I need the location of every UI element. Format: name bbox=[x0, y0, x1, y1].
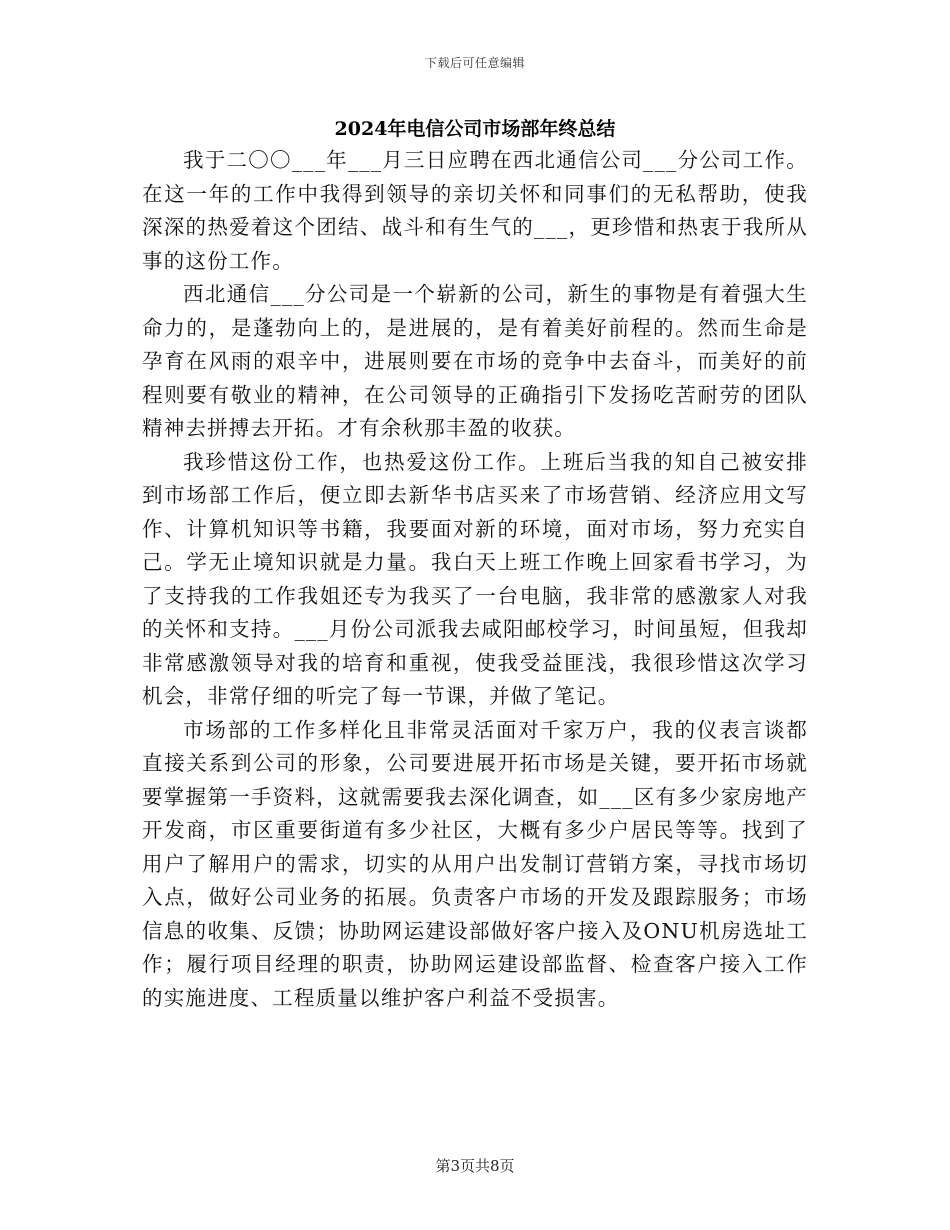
header-note: 下载后可任意编辑 bbox=[424, 56, 525, 70]
paragraph-3: 我珍惜这份工作，也热爱这份工作。上班后当我的知自己被安排到市场部工作后，便立即去新华书店买来了市场营销、经济应用文写作、计算机知识等书籍，我要面对新的环境，面对市场，努力充实自己。学无止境知识就是力量。我白天上班工作晚上回家看书学习，为了支持我的工作我姐还专为我买了一台电脑，我非常的感激家人对我的关怀和支持。___月份公司派我去咸阳邮校学习，时间虽短，但我却非常感激领导对我的培育和重视，使我受益匪浅，我很珍惜这次学习机会，非常仔细的听完了每一节课，并做了笔记。 bbox=[142, 449, 808, 708]
document-title: 2024年电信公司市场部年终总结 bbox=[334, 118, 616, 140]
paragraph-1: 我于二〇〇___年___月三日应聘在西北通信公司___分公司工作。在这一年的工作中我得到领导的亲切关怀和同事们的无私帮助，使我深深的热爱着这个团结、战斗和有生气的___，更珍惜和热衷于我所从事的这份工作。 bbox=[142, 148, 808, 273]
document-body bbox=[142, 144, 808, 1015]
paragraph-4: 市场部的工作多样化且非常灵活面对千家万户，我的仪表言谈都直接关系到公司的形象，公司要进展开拓市场是关键，要开拓市场就要掌握第一手资料，这就需要我去深化调查，如___区有多少家房地产开发商，市区重要街道有多少社区，大概有多少户居民等等。找到了用户了解用户的需求，切实的从用户出发制订营销方案，寻找市场切入点，做好公司业务的拓展。负责客户市场的开发及跟踪服务；市场信息的收集、反馈；协助网运建设部做好客户接入及ONU机房选址工作；履行项目经理的职责，协助网运建设部监督、检查客户接入工作的实施进度、工程质量以维护客户利益不受损害。 bbox=[142, 717, 808, 1010]
paragraph-2: 西北通信___分公司是一个崭新的公司，新生的事物是有着强大生命力的，是蓬勃向上的，是进展的，是有着美好前程的。然而生命是孕育在风雨的艰辛中，进展则要在市场的竞争中去奋斗，而美好的前程则要有敬业的精神，在公司领导的正确指引下发扬吃苦耐劳的团队精神去拼搏去开拓。才有余秋那丰盈的收获。 bbox=[142, 282, 808, 440]
page-number-footer: 第3页共8页 bbox=[435, 1157, 515, 1175]
